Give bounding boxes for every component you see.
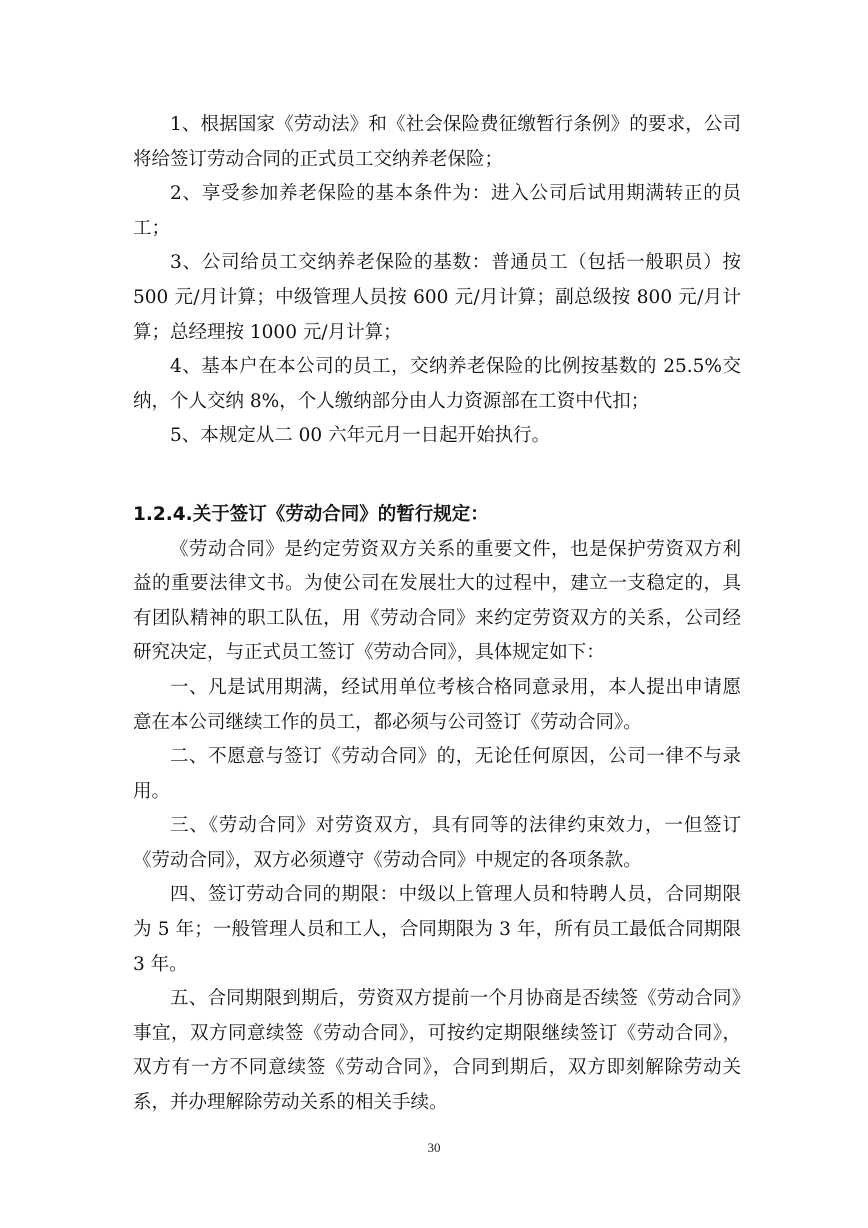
contract-clause-1: 一、凡是试用期满，经试用单位考核合格同意录用，本人提出申请愿意在本公司继续工作的员工，都必须与公司签订《劳动合同》。 xyxy=(133,676,741,733)
page-number: 30 xyxy=(427,1140,441,1155)
pension-item-5: 5、本规定从二 00 六年元月一日起开始执行。 xyxy=(170,425,551,447)
section-gap xyxy=(133,454,741,498)
pension-item-1: 1、根据国家《劳动法》和《社会保险费征缴暂行条例》的要求，公司将给签订劳动合同的正式员工交纳养老保险； xyxy=(133,114,741,170)
contract-intro: 《劳动合同》是约定劳资双方关系的重要文件，也是保护劳资双方利益的重要法律文书。为使公司在发展壮大的过程中，建立一支稳定的，具有团队精神的职工队伍，用《劳动合同》来约定劳资双方的关系，公司经研究决定，与正式员工签订《劳动合同》，具体规定如下： xyxy=(133,538,741,664)
document-page xyxy=(133,108,741,1121)
contract-clause-5: 五、合同期限到期后，劳资双方提前一个月协商是否续签《劳动合同》事宜，双方同意续签《劳动合同》，可按约定期限继续签订《劳动合同》，双方有一方不同意续签《劳动合同》，合同到期后，双方即刻解除劳动关系，并办理解除劳动关系的相关手续。 xyxy=(133,988,741,1114)
contract-clause-4: 四、签订劳动合同的期限：中级以上管理人员和特聘人员，合同期限为 5 年；一般管理人员和工人，合同期限为 3 年，所有员工最低合同期限 3 年。 xyxy=(133,884,741,975)
section-heading: 1.2.4.关于签订《劳动合同》的暂行规定： xyxy=(133,503,489,525)
pension-item-4: 4、基本户在本公司的员工，交纳养老保险的比例按基数的 25.5%交纳，个人交纳 8%，个人缴纳部分由人力资源部在工资中代扣； xyxy=(133,356,741,412)
contract-clause-2: 二、不愿意与签订《劳动合同》的，无论任何原因，公司一律不与录用。 xyxy=(133,746,741,802)
contract-clause-3: 三、《劳动合同》对劳资双方，具有同等的法律约束效力，一但签订《劳动合同》，双方必须遵守《劳动合同》中规定的各项条款。 xyxy=(133,815,741,871)
pension-item-3: 3、公司给员工交纳养老保险的基数：普通员工（包括一般职员）按 500 元/月计算；中级管理人员按 600 元/月计算；副总级按 800 元/月计算；总经理按 1000 元/月计算； xyxy=(133,252,741,343)
pension-item-2: 2、享受参加养老保险的基本条件为：进入公司后试用期满转正的员工； xyxy=(133,183,741,239)
